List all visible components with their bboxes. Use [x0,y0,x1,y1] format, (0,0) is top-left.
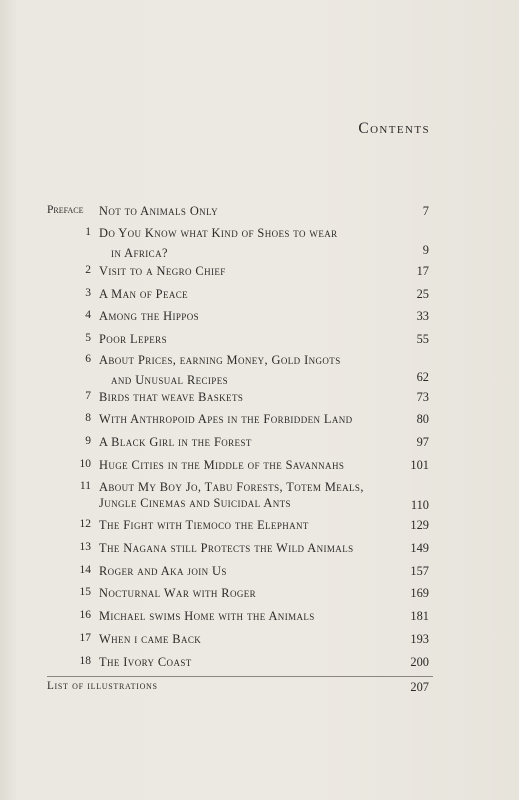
entry-number: 7 [85,390,91,402]
entry-number: 18 [79,655,91,667]
entry-number: 15 [79,586,91,598]
entry-number: 8 [85,412,91,424]
entry-title: When i came Back [99,632,202,646]
entry-page: 7 [422,204,429,218]
entry-title [99,227,409,260]
entry-title: Visit to a Negro Chief [99,264,226,278]
entry-number: Preface [47,204,84,216]
entry-title-line1: About Prices, earning Money, Gold Ingots [99,353,341,367]
entry-title: Roger and Aka join Us [99,564,227,578]
page-title: Contents [358,120,430,137]
entry-number: 6 [85,353,91,365]
entry-page: 200 [410,655,429,669]
entry-title: Among the Hippos [99,309,199,323]
entry-title-line2: and Unusual Recipes [111,373,229,388]
entry-title-line1: Do You Know what Kind of Shoes to wear [99,226,338,240]
entry-page: 193 [410,632,429,646]
entry-page: 97 [416,435,429,449]
entry-number: 4 [85,309,91,321]
entry-title-line2: Jungle Cinemas and Suicidal Ants [99,496,291,511]
entry-title: The Ivory Coast [99,655,192,669]
entry-number: 17 [79,632,91,644]
entry-number: 3 [85,287,91,299]
entry-title: The Fight with Tiemoco the Elephant [99,518,309,532]
entry-number: 9 [85,435,91,447]
entry-page: 17 [416,264,429,278]
entry-page: 169 [410,586,429,600]
entry-title: Poor Lepers [99,332,167,346]
divider [47,676,433,677]
entry-number: 16 [79,609,91,621]
entry-page: 33 [416,309,429,323]
entry-number: 14 [79,564,91,576]
entry-page: 55 [416,332,429,346]
entry-number: 2 [85,264,91,276]
entry-page: 73 [416,390,429,404]
entry-title: List of illustrations [47,680,158,692]
entry-title: Not to Animals Only [99,204,218,218]
entry-title: The Nagana still Protects the Wild Animals [99,541,354,555]
entry-number: 5 [85,332,91,344]
entry-number: 12 [79,518,91,530]
entry-page: 25 [416,287,429,301]
entry-number: 1 [85,226,91,238]
entry-title [99,354,409,387]
entry-page: 110 [410,498,429,512]
entry-title [99,481,409,510]
entry-title: Nocturnal War with Roger [99,586,257,600]
entry-title: Huge Cities in the Middle of the Savannahs [99,458,345,472]
entry-title: With Anthropoid Apes in the Forbidden Land [99,412,353,426]
entry-number: 13 [79,541,91,553]
entry-page: 207 [410,680,429,694]
entry-number: 11 [79,480,91,492]
entry-page: 149 [410,541,429,555]
entry-title-line2: in Africa? [111,246,168,261]
entry-page: 80 [416,412,429,426]
entry-title-line1: About My Boy Jo, Tabu Forests, Totem Meals, [99,480,364,494]
entry-title: A Black Girl in the Forest [99,435,252,449]
entry-page: 62 [416,370,429,384]
entry-page: 181 [410,609,429,623]
entry-page: 157 [410,564,429,578]
entry-number: 10 [79,458,91,470]
entry-title: Michael swims Home with the Animals [99,609,315,623]
entry-title: Birds that weave Baskets [99,390,244,404]
entry-page: 101 [410,458,429,472]
entry-page: 9 [422,243,429,257]
entry-page: 129 [410,518,429,532]
entry-title: A Man of Peace [99,287,189,301]
